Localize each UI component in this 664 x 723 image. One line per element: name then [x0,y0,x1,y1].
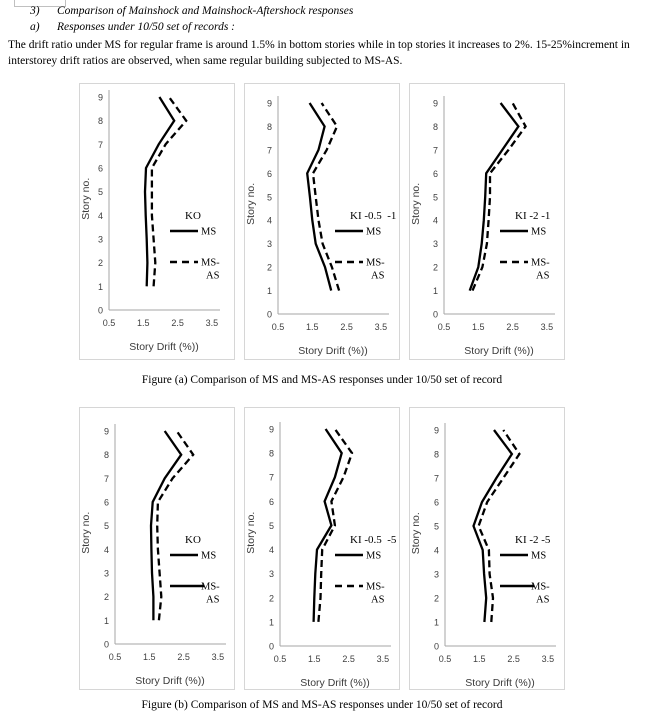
x-tick-label: 2.5 [177,652,190,662]
y-tick-label: 5 [266,192,272,203]
legend-title: KO [185,534,201,546]
x-tick-label: 2.5 [507,654,520,664]
chart-canvas [245,408,399,689]
chart-panel-ki-2-1-fig-a[interactable] [409,83,565,360]
legend-label-ms: MS [201,226,217,238]
y-axis-title: Story no. [80,511,92,554]
x-tick-label: 3.5 [205,318,219,328]
x-tick-label: 1.5 [306,322,319,332]
x-tick-label: 1.5 [473,654,486,664]
legend-label-ms-as: MS- [201,257,220,269]
legend [335,210,396,282]
y-tick-label: 5 [97,187,103,198]
x-tick-label: 1.5 [137,318,150,328]
y-axis-title: Story no. [410,182,422,225]
legend-label-ms-as: MS- [531,257,550,269]
x-axis-title: Story Drift (%)) [464,345,534,357]
y-tick-label: 7 [97,139,103,150]
y-tick-label: 3 [103,568,109,579]
y-axis-title: Story no. [245,511,257,554]
chart-panel-ko-fig-b[interactable] [79,407,235,690]
chart-canvas [410,84,564,359]
y-tick-label: 8 [97,116,103,127]
chart-panel-ki-0.5-5-fig-b[interactable] [244,407,400,690]
legend-label-ms: MS [366,550,382,562]
y-tick-label: 6 [432,168,438,179]
legend-label-ms: MS [366,226,382,238]
y-tick-label: 6 [97,163,103,174]
y-tick-label: 6 [268,496,274,507]
legend-title: KI -2 -1 [515,210,551,222]
y-tick-label: 5 [268,520,274,531]
x-tick-label: 3.5 [540,322,554,332]
x-tick-label: 3.5 [374,322,388,332]
legend [335,534,397,606]
y-axis-title: Story no. [245,182,257,225]
x-tick-label: 3.5 [376,654,390,664]
y-tick-label: 7 [268,472,274,483]
y-tick-label: 2 [103,592,109,603]
chart-canvas [245,84,399,359]
y-tick-label: 3 [432,239,438,250]
y-tick-label: 0 [266,309,272,320]
y-tick-label: 2 [266,262,272,273]
chart-canvas [80,408,234,689]
x-tick-label: 3.5 [211,652,225,662]
legend-title: KI -2 -5 [515,534,551,546]
y-tick-label: 2 [433,593,439,604]
section-title: Comparison of Mainshock and Mainshock-Aftershock responses [57,5,354,17]
figure-b-caption: Figure (b) Comparison of MS and MS-AS responses under 10/50 set of record [141,699,503,711]
y-tick-label: 5 [432,192,438,203]
y-tick-label: 4 [103,544,109,555]
y-axis-title: Story no. [410,512,422,555]
chart-canvas [410,408,564,689]
y-tick-label: 3 [266,239,272,250]
y-tick-label: 6 [266,168,272,179]
legend-label-ms: MS [531,550,547,562]
y-tick-label: 9 [97,92,103,103]
legend-label-ms-as: MS- [531,581,550,593]
y-tick-label: 1 [433,617,439,628]
legend-label-ms-as: MS- [201,581,220,593]
legend-label-ms-as: AS [536,594,550,606]
x-axis-title: Story Drift (%)) [298,345,368,357]
y-tick-label: 6 [433,497,439,508]
x-tick-label: 1.5 [472,322,485,332]
x-tick-label: 0.5 [102,318,116,328]
legend [170,210,220,282]
series-line-ms [314,429,342,622]
y-tick-label: 8 [103,450,109,461]
y-tick-label: 4 [266,215,272,226]
y-tick-label: 1 [432,286,438,297]
chart-panel-ki-0.5-1-fig-a[interactable] [244,83,400,360]
y-tick-label: 1 [266,286,272,297]
subsection-title: Responses under 10/50 set of records : [57,21,236,33]
chart-panel-ki-2-5-fig-b[interactable] [409,407,565,690]
series-line-ms [151,431,181,620]
y-tick-label: 2 [268,593,274,604]
y-tick-label: 7 [433,473,439,484]
series-line-ms [307,103,331,291]
y-tick-label: 0 [97,305,103,316]
y-tick-label: 1 [268,617,274,628]
y-tick-label: 1 [103,615,109,626]
legend-label-ms-as: MS- [366,257,385,269]
subsection-letter: a) [30,21,40,33]
figure-a-caption: Figure (a) Comparison of MS and MS-AS responses under 10/50 set of record [141,374,503,386]
series-line-ms [470,103,519,291]
legend [500,534,551,606]
section-number: 3) [30,5,40,17]
x-tick-label: 2.5 [342,654,355,664]
y-tick-label: 6 [103,497,109,508]
legend-title: KO [185,210,201,222]
legend-label-ms-as: AS [206,270,220,282]
y-axis-title: Story no. [80,177,92,220]
y-tick-label: 9 [103,426,109,437]
y-tick-label: 0 [432,309,438,320]
x-tick-label: 2.5 [506,322,519,332]
y-tick-label: 2 [97,258,103,269]
y-tick-label: 4 [433,545,439,556]
y-tick-label: 8 [432,121,438,132]
y-tick-label: 5 [433,521,439,532]
y-tick-label: 3 [268,569,274,580]
y-tick-label: 2 [432,262,438,273]
x-tick-label: 0.5 [273,654,287,664]
legend-title: KI -0.5 -5 [350,534,397,546]
y-tick-label: 8 [266,121,272,132]
legend-title: KI -0.5 -1 [350,210,397,222]
body-paragraph: The drift ratio under MS for regular frame is around 1.5% in bottom stories while in top stories it increases to 2%. 15-25%increment in interstorey drift ratios are observed, when same regular building subjected to MS-AS. [8,39,630,67]
legend-label-ms-as: AS [536,270,550,282]
series-line-ms-as [318,429,352,622]
y-tick-label: 7 [103,473,109,484]
y-tick-label: 7 [432,145,438,156]
legend [500,210,550,282]
x-axis-title: Story Drift (%)) [135,675,205,687]
legend-label-ms-as: AS [206,594,220,606]
y-tick-label: 9 [433,425,439,436]
y-tick-label: 1 [97,281,103,292]
y-tick-label: 0 [433,641,439,652]
legend-label-ms: MS [201,550,217,562]
x-tick-label: 0.5 [437,322,451,332]
series-line-ms-as [157,431,193,620]
y-tick-label: 7 [266,145,272,156]
x-tick-label: 1.5 [308,654,321,664]
y-tick-label: 8 [268,448,274,459]
y-tick-label: 9 [268,424,274,435]
series-line-ms-as [152,97,186,286]
x-tick-label: 0.5 [108,652,122,662]
y-tick-label: 4 [268,545,274,556]
y-tick-label: 5 [103,521,109,532]
x-axis-title: Story Drift (%)) [465,677,535,689]
x-axis-title: Story Drift (%)) [300,677,370,689]
x-axis-title: Story Drift (%)) [129,341,199,353]
legend-label-ms-as: MS- [366,581,385,593]
chart-panel-ko-fig-a[interactable] [79,83,235,360]
y-tick-label: 0 [103,639,109,650]
chart-canvas [80,84,234,359]
x-tick-label: 0.5 [271,322,285,332]
y-tick-label: 0 [268,641,274,652]
y-tick-label: 4 [432,215,438,226]
y-tick-label: 3 [97,234,103,245]
y-tick-label: 9 [266,98,272,109]
x-tick-label: 0.5 [438,654,452,664]
y-tick-label: 4 [97,210,103,221]
subsection-heading [30,21,235,33]
series-line-ms [145,97,174,286]
y-tick-label: 8 [433,449,439,460]
x-tick-label: 1.5 [143,652,156,662]
section-heading [30,5,353,17]
y-tick-label: 9 [432,98,438,109]
legend-label-ms-as: AS [371,270,385,282]
legend-label-ms: MS [531,226,547,238]
x-tick-label: 3.5 [541,654,555,664]
legend [170,534,220,606]
y-tick-label: 3 [433,569,439,580]
x-tick-label: 2.5 [171,318,184,328]
x-tick-label: 2.5 [340,322,353,332]
legend-label-ms-as: AS [371,594,385,606]
